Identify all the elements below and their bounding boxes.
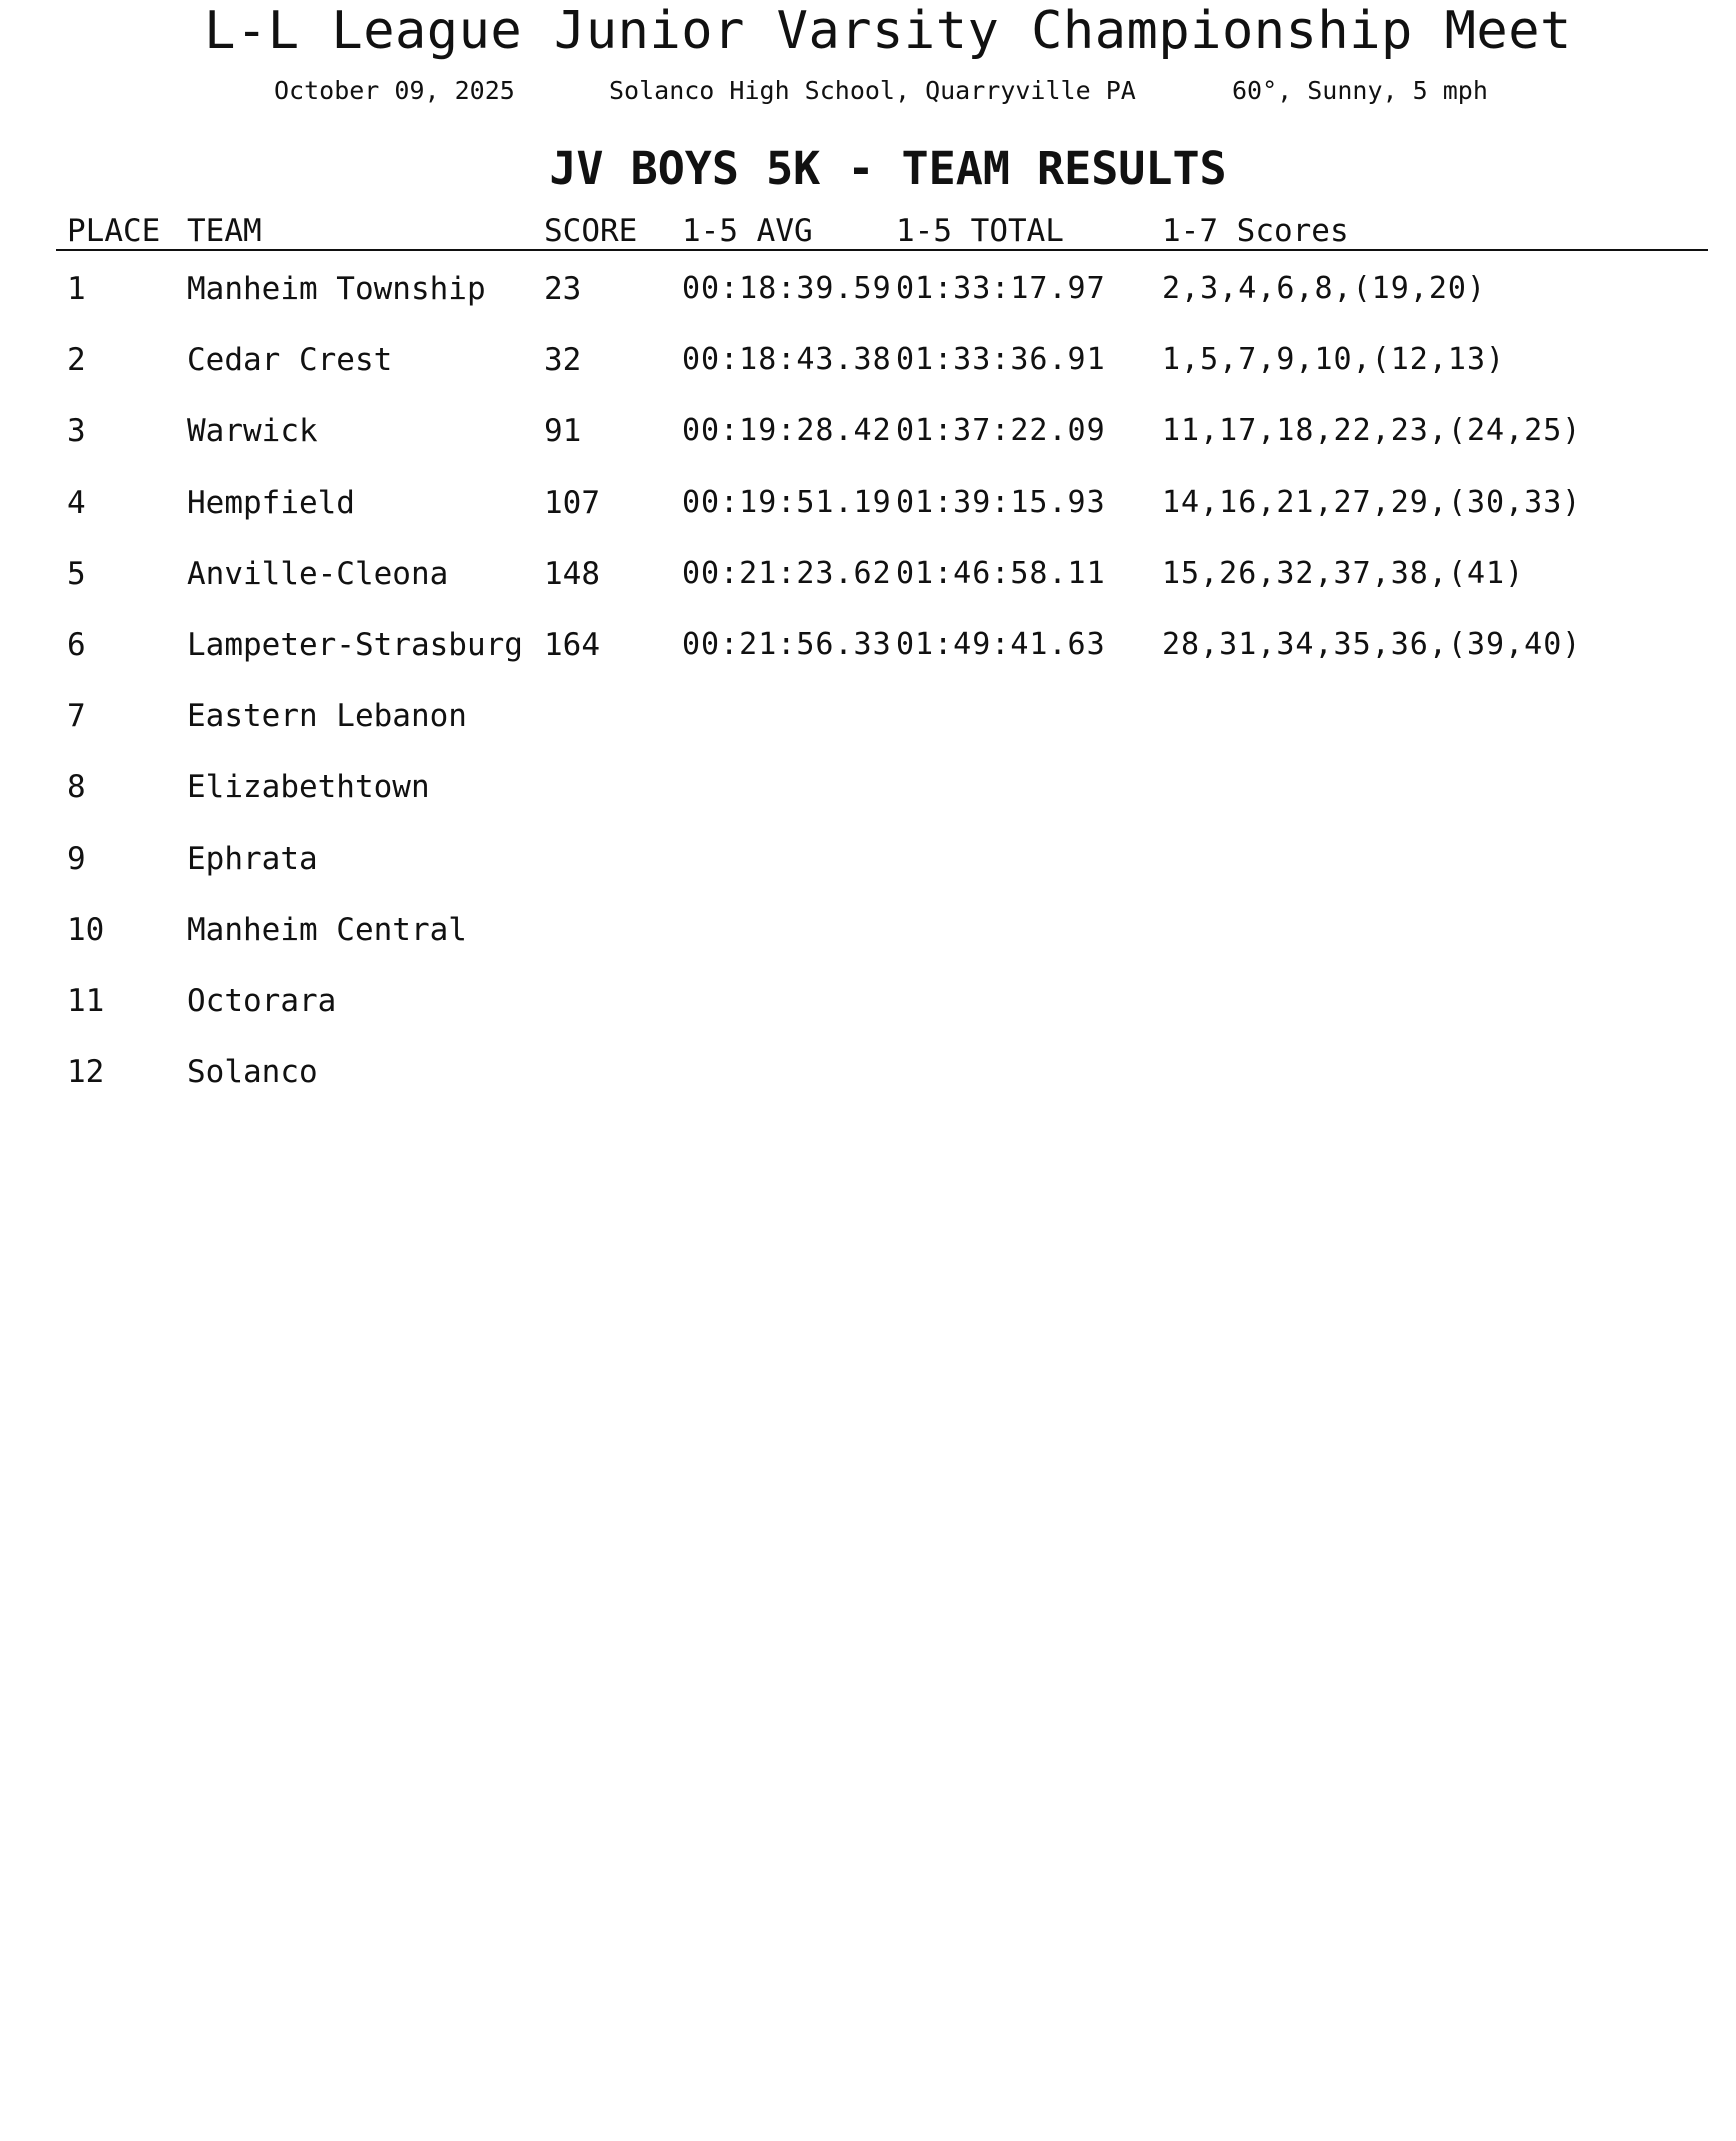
meet-date: October 09, 2025	[274, 76, 515, 105]
header-rule	[56, 249, 1708, 251]
score-cell: 23	[544, 271, 582, 307]
scores-cell: 15,26,32,37,38,(41)	[1162, 555, 1525, 591]
header-avg: 1-5 AVG	[682, 213, 813, 249]
total-cell: 01:33:36.91	[896, 342, 1106, 378]
team-cell: Eastern Lebanon	[187, 698, 467, 735]
scores-cell: 14,16,21,27,29,(30,33)	[1162, 484, 1582, 520]
team-cell: Octorara	[187, 983, 337, 1019]
avg-cell: 00:18:39.59	[682, 271, 892, 306]
avg-cell: 00:19:51.19	[682, 484, 892, 520]
team-cell: Manheim Township	[187, 271, 486, 307]
team-cell: Lampeter-Strasburg	[187, 627, 523, 663]
header-place: PLACE	[67, 213, 161, 249]
table-row	[0, 270, 1736, 310]
place-cell: 2	[67, 342, 86, 379]
total-cell: 01:37:22.09	[896, 413, 1106, 449]
header-score: SCORE	[544, 213, 638, 249]
scores-cell: 11,17,18,22,23,(24,25)	[1162, 413, 1582, 449]
table-row	[0, 626, 1736, 666]
header-team: TEAM	[187, 213, 262, 249]
total-cell: 01:39:15.93	[896, 484, 1106, 520]
place-cell: 3	[67, 413, 86, 450]
place-cell: 7	[67, 698, 86, 735]
team-cell: Ephrata	[187, 840, 318, 877]
table-row	[0, 768, 1736, 808]
place-cell: 9	[67, 840, 86, 877]
table-row	[0, 911, 1736, 951]
avg-cell: 00:21:56.33	[682, 627, 892, 662]
table-row	[0, 840, 1736, 880]
meet-weather: 60°, Sunny, 5 mph	[1232, 76, 1488, 105]
place-cell: 5	[67, 555, 86, 592]
meet-title: L-L League Junior Varsity Championship Meet	[204, 1, 1572, 61]
table-row	[0, 1053, 1736, 1093]
place-cell: 11	[67, 983, 105, 1019]
meet-location: Solanco High School, Quarryville PA	[609, 76, 1136, 105]
place-cell: 12	[67, 1054, 105, 1091]
team-cell: Warwick	[187, 413, 318, 450]
total-cell: 01:33:17.97	[896, 271, 1106, 306]
place-cell: 1	[67, 271, 86, 307]
scores-cell: 28,31,34,35,36,(39,40)	[1162, 627, 1582, 662]
table-row	[0, 412, 1736, 452]
team-cell: Manheim Central	[187, 911, 467, 948]
header-total: 1-5 TOTAL	[896, 213, 1064, 249]
place-cell: 10	[67, 911, 105, 948]
table-row	[0, 484, 1736, 524]
score-cell: 107	[544, 484, 600, 521]
score-cell: 148	[544, 555, 600, 592]
team-cell: Elizabethtown	[187, 769, 430, 806]
place-cell: 6	[67, 627, 86, 663]
table-row	[0, 555, 1736, 595]
place-cell: 4	[67, 484, 86, 521]
table-header	[0, 212, 1736, 250]
scores-cell: 1,5,7,9,10,(12,13)	[1162, 342, 1506, 378]
team-cell: Anville-Cleona	[187, 555, 449, 592]
avg-cell: 00:19:28.42	[682, 413, 892, 449]
avg-cell: 00:18:43.38	[682, 342, 892, 378]
table-row	[0, 697, 1736, 737]
place-cell: 8	[67, 769, 86, 806]
team-cell: Solanco	[187, 1054, 318, 1091]
total-cell: 01:46:58.11	[896, 555, 1106, 591]
table-row	[0, 982, 1736, 1022]
team-cell: Hempfield	[187, 484, 355, 521]
total-cell: 01:49:41.63	[896, 627, 1106, 662]
scores-cell: 2,3,4,6,8,(19,20)	[1162, 271, 1487, 306]
avg-cell: 00:21:23.62	[682, 555, 892, 591]
score-cell: 91	[544, 413, 582, 450]
table-row	[0, 341, 1736, 381]
team-cell: Cedar Crest	[187, 342, 393, 379]
score-cell: 164	[544, 627, 600, 663]
header-scores: 1-7 Scores	[1162, 213, 1349, 249]
section-title: JV BOYS 5K - TEAM RESULTS	[549, 142, 1227, 195]
score-cell: 32	[544, 342, 582, 379]
